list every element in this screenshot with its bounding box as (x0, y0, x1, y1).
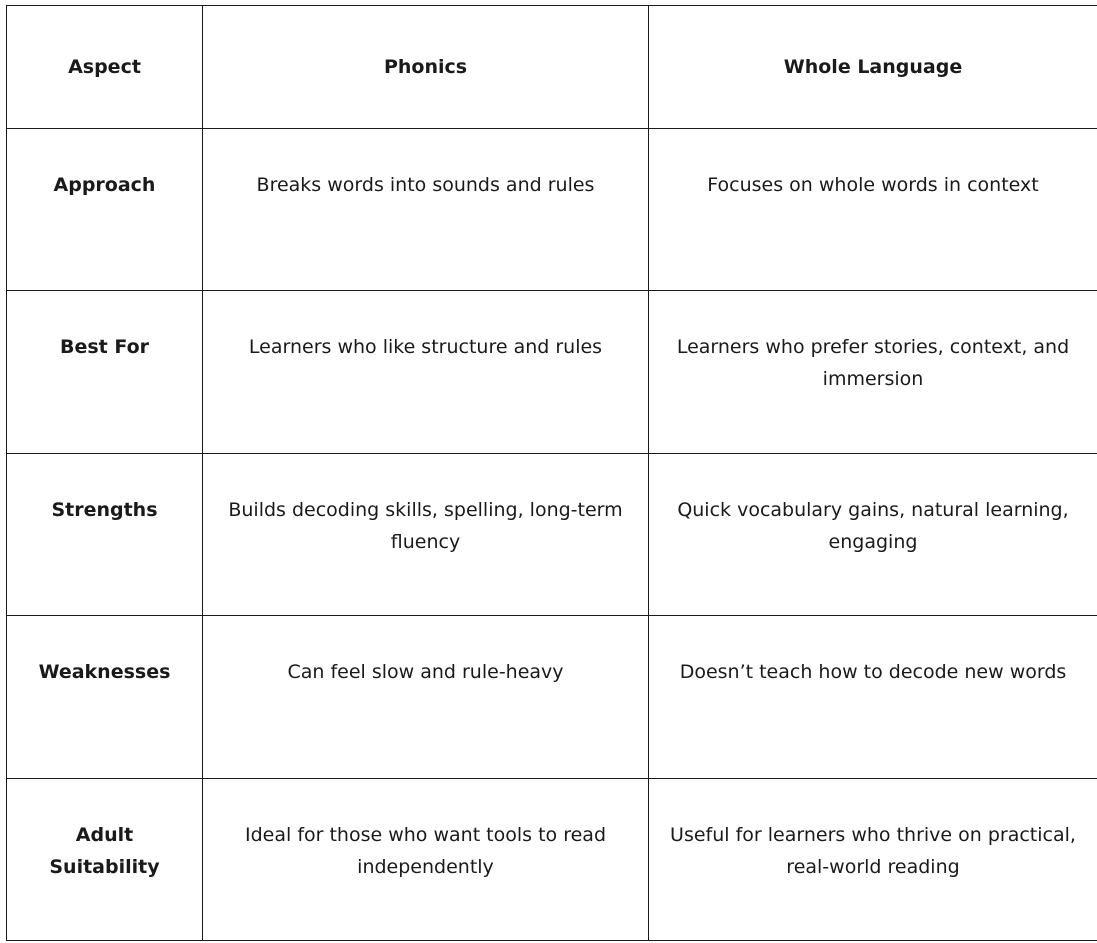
phonics-cell: Builds decoding skills, spelling, long-term fluency (203, 453, 649, 615)
whole-language-cell: Learners who prefer stories, context, and immersion (649, 291, 1097, 453)
comparison-table (6, 5, 1097, 941)
phonics-cell: Ideal for those who want tools to read independently (203, 778, 649, 940)
table-row (7, 129, 1097, 291)
header-whole-language: Whole Language (649, 6, 1097, 129)
row-label-strengths: Strengths (7, 453, 203, 615)
whole-language-cell: Focuses on whole words in context (649, 129, 1097, 291)
table-row (7, 778, 1097, 940)
table-row (7, 291, 1097, 453)
header-aspect: Aspect (7, 6, 203, 129)
header-phonics: Phonics (203, 6, 649, 129)
table-row (7, 453, 1097, 615)
header-row (7, 6, 1097, 129)
phonics-cell: Breaks words into sounds and rules (203, 129, 649, 291)
table-row (7, 616, 1097, 778)
phonics-cell: Learners who like structure and rules (203, 291, 649, 453)
row-label-best-for: Best For (7, 291, 203, 453)
phonics-cell: Can feel slow and rule-heavy (203, 616, 649, 778)
whole-language-cell: Quick vocabulary gains, natural learning, engaging (649, 453, 1097, 615)
whole-language-cell: Useful for learners who thrive on practical, real-world reading (649, 778, 1097, 940)
row-label-weaknesses: Weaknesses (7, 616, 203, 778)
row-label-approach: Approach (7, 129, 203, 291)
row-label-adult-suitability: Adult Suitability (7, 778, 203, 940)
whole-language-cell: Doesn’t teach how to decode new words (649, 616, 1097, 778)
